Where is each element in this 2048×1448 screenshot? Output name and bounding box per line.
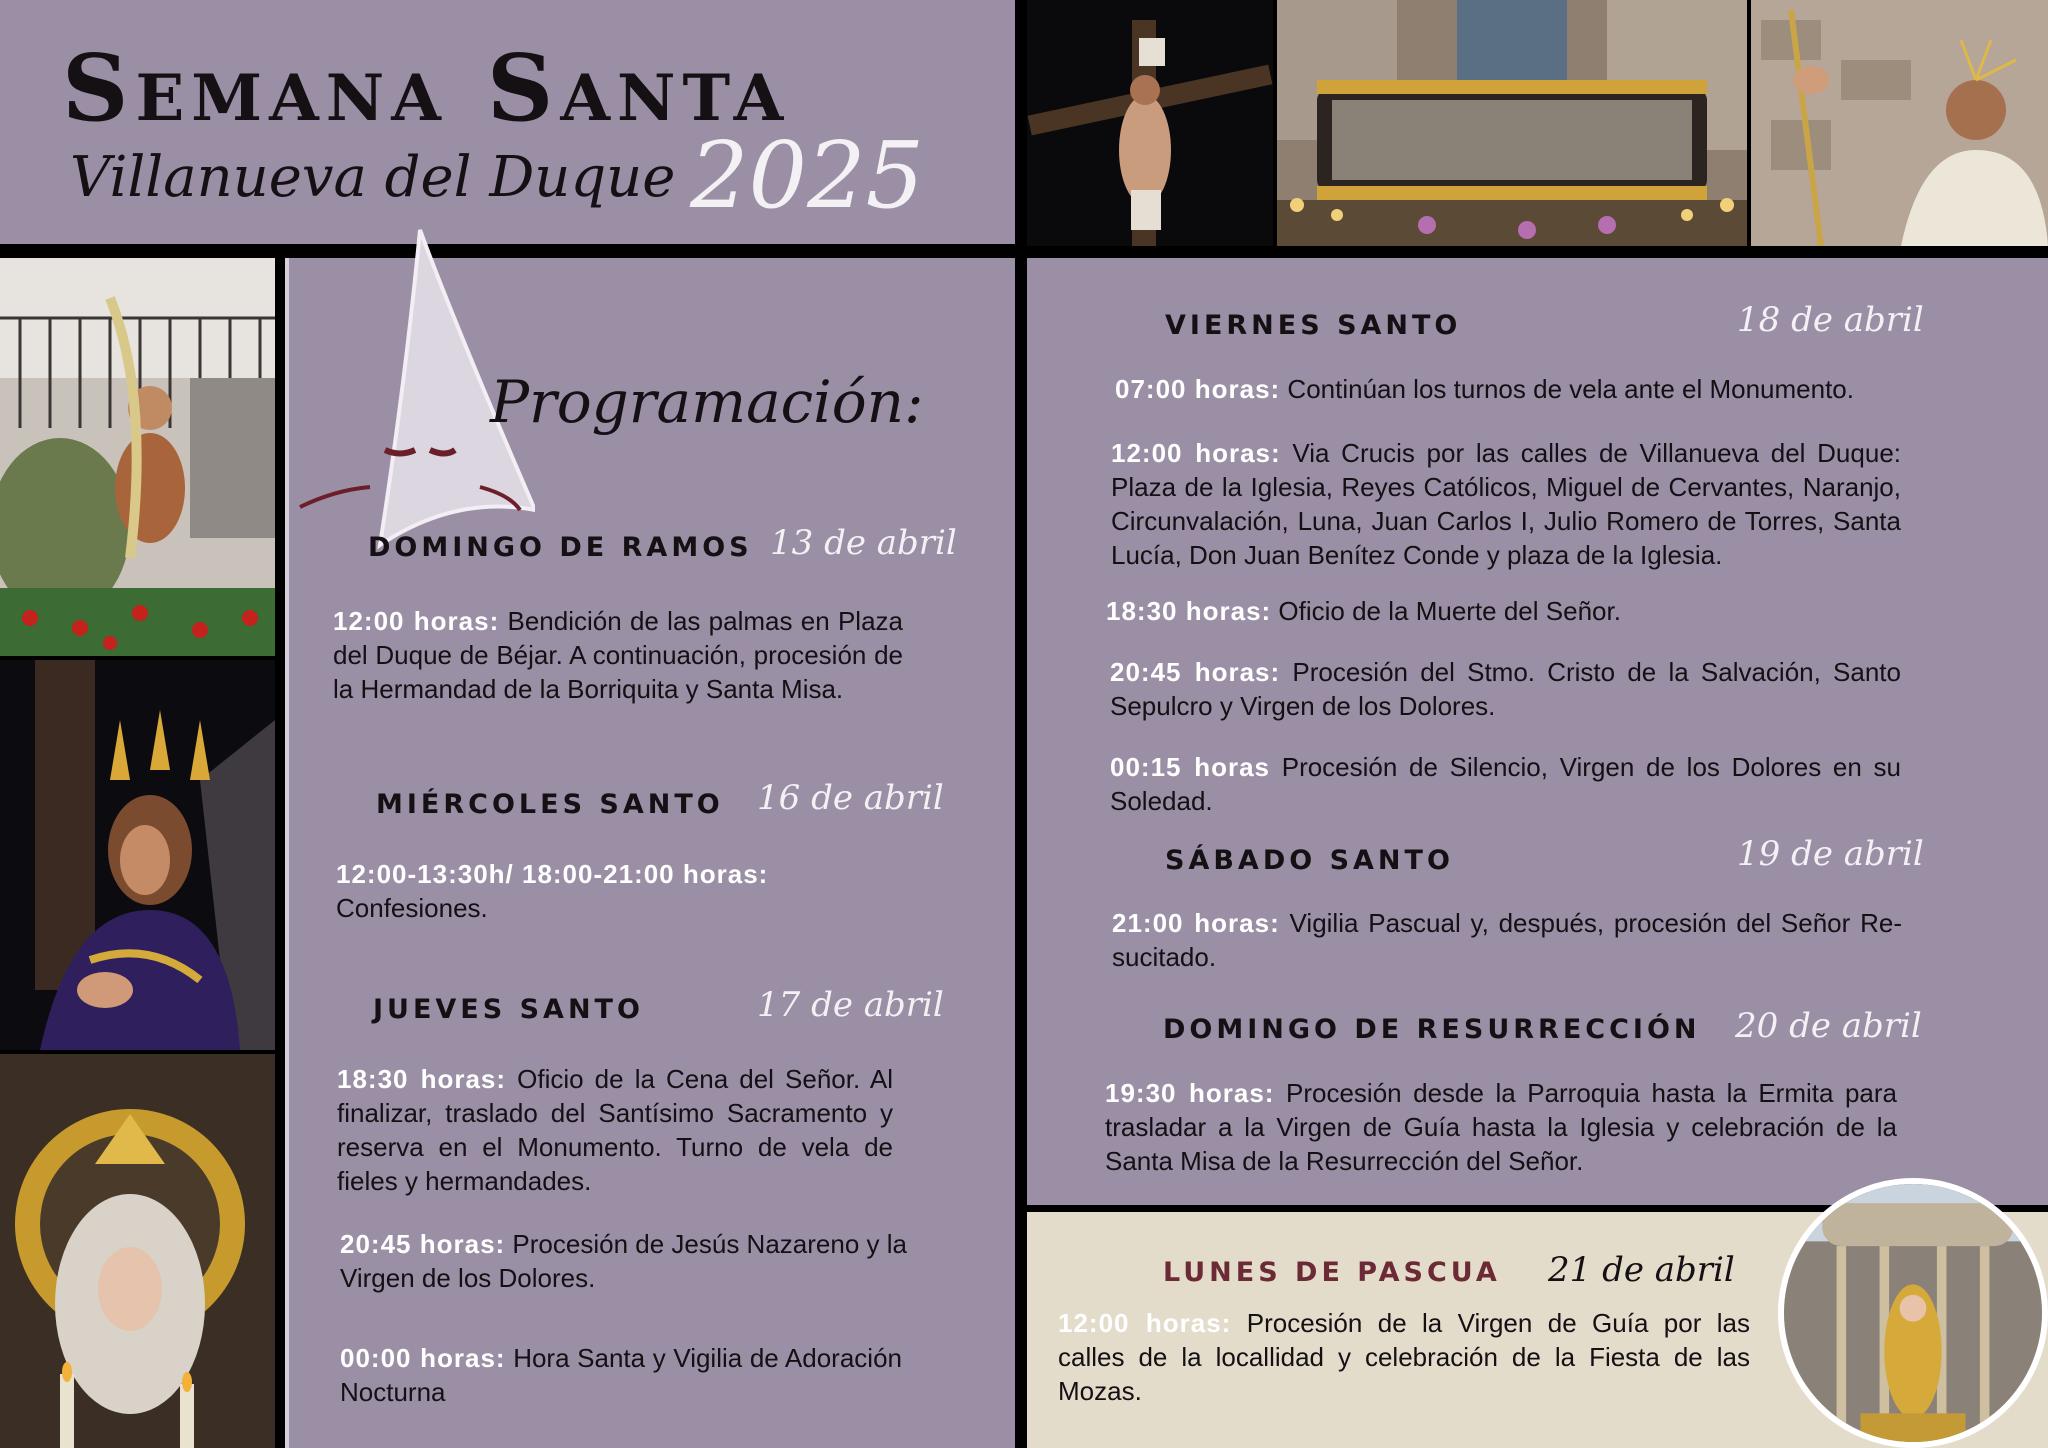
photo-virgen-guia [1778, 1178, 2048, 1448]
entry-text: Procesión desde la Parroquia hasta la Ermita para trasladar a la Virgen de Guía hasta la Iglesia y celebración de la Santa Misa de la Resurrección del Señor. [1105, 1078, 1898, 1176]
entry-time: 12:00-13:30h/ 18:00-21:00 horas: [336, 859, 769, 889]
entry-text: Bendición de las palmas en Plaza del Duque de Béjar. A continuación, procesión de la Hermandad de la Borriquita y Santa Misa. [333, 606, 903, 704]
entry-viernes-santo-1 [1115, 372, 1915, 406]
entry-time: 00:15 horas [1110, 752, 1271, 782]
entry-domingo-resurreccion-1 [1105, 1076, 1897, 1178]
entry-time: 19:30 horas: [1105, 1078, 1275, 1108]
program-heading: Programación: [490, 368, 924, 436]
photo-santo-sepulcro [1277, 0, 1747, 246]
day-date-jueves-santo: 17 de abril [757, 985, 944, 1025]
entry-time: 12:00 horas: [1058, 1308, 1232, 1338]
entry-text: Hora Santa y Vigilia de Adoración Nocturna [340, 1343, 902, 1407]
day-title-sabado-santo: SÁBADO SANTO [1165, 845, 1454, 876]
photo-jesus-nazareno [0, 660, 275, 1050]
entry-text: Via Crucis por las calles de Villanueva del Duque: Plaza de la Iglesia, Reyes Católicos, Miguel de Cervantes, Naranjo, Circunvalación, Luna, Juan Carlos I, Julio Romero de Torres, Santa Lucía, Don Juan Benítez Conde y plaza de la Iglesia. [1111, 438, 1901, 570]
day-title-viernes-santo: VIERNES SANTO [1165, 310, 1462, 341]
entry-viernes-santo-4 [1110, 655, 1901, 723]
day-title-lunes-pascua: LUNES DE PASCUA [1163, 1257, 1501, 1288]
entry-time: 18:30 horas: [337, 1064, 507, 1094]
photo-resucitado [1751, 0, 2048, 246]
entry-time: 20:45 horas: [340, 1229, 506, 1259]
entry-time: 20:45 horas: [1110, 657, 1281, 687]
day-title-domingo-ramos: DOMINGO DE RAMOS [368, 532, 753, 563]
entry-jueves-santo-2 [340, 1227, 910, 1295]
day-date-domingo-resurreccion: 20 de abril [1735, 1006, 1922, 1046]
poster-year: 2025 [690, 122, 925, 229]
day-date-lunes-pascua: 21 de abril [1548, 1250, 1735, 1290]
day-date-sabado-santo: 19 de abril [1737, 834, 1924, 874]
day-title-jueves-santo: JUEVES SANTO [373, 994, 644, 1025]
entry-domingo-ramos-1 [333, 604, 903, 706]
day-date-viernes-santo: 18 de abril [1737, 300, 1924, 340]
photo-virgen-dolores [0, 1054, 275, 1448]
entry-text: Continúan los turnos de vela ante el Monumento. [1280, 374, 1854, 404]
entry-jueves-santo-3 [340, 1341, 902, 1409]
day-date-miercoles-santo: 16 de abril [757, 778, 944, 818]
entry-time: 12:00 horas: [333, 606, 500, 636]
entry-jueves-santo-1 [337, 1062, 893, 1198]
entry-time: 07:00 horas: [1115, 374, 1281, 404]
entry-text: Procesión del Stmo. Cristo de la Salvación, Santo Sepulcro y Virgen de los Dolores. [1110, 657, 1901, 721]
entry-text: Procesión de Jesús Nazareno y la Virgen de los Dolores. [340, 1229, 907, 1293]
entry-viernes-santo-2 [1111, 436, 1901, 572]
entry-viernes-santo-5 [1110, 750, 1901, 818]
photo-borriquita [0, 258, 275, 656]
entry-miercoles-santo-1 [336, 857, 906, 925]
entry-time: 12:00 horas: [1111, 438, 1281, 468]
entry-text: Procesión de Silencio, Virgen de los Dolores en su Soledad. [1110, 752, 1901, 816]
entry-text: Oficio de la Muerte del Señor. [1271, 596, 1621, 626]
entry-text: Oficio de la Cena del Señor. Al finalizar, traslado del Santísimo Sacramento y reserva en el Monumento. Turno de vela de fieles y hermandades. [337, 1064, 893, 1196]
day-title-miercoles-santo: MIÉRCOLES SANTO [376, 789, 724, 820]
photo-cristo-crucificado [1027, 0, 1273, 246]
day-date-domingo-ramos: 13 de abril [770, 523, 957, 563]
entry-sabado-santo-1 [1112, 906, 1902, 974]
entry-time: 21:00 horas: [1112, 908, 1280, 938]
day-title-domingo-resurreccion: DOMINGO DE RESURRECCIÓN [1163, 1014, 1701, 1045]
entry-lunes-pascua-1 [1058, 1306, 1750, 1408]
poster-subtitle: Villanueva del Duque [70, 145, 676, 210]
entry-time: 00:00 horas: [340, 1343, 506, 1373]
poster-title: Semana Santa [62, 34, 791, 142]
entry-time: 18:30 horas: [1106, 596, 1272, 626]
entry-viernes-santo-3 [1106, 594, 1906, 628]
entry-text: Confesiones. [336, 893, 488, 923]
entry-text: Procesión de la Virgen de Guía por las calles de la locallidad y celebración de la Fiesta de las Mozas. [1058, 1308, 1750, 1406]
entry-text: Vigilia Pascual y, después, procesión del Señor Re-sucitado. [1112, 908, 1902, 972]
